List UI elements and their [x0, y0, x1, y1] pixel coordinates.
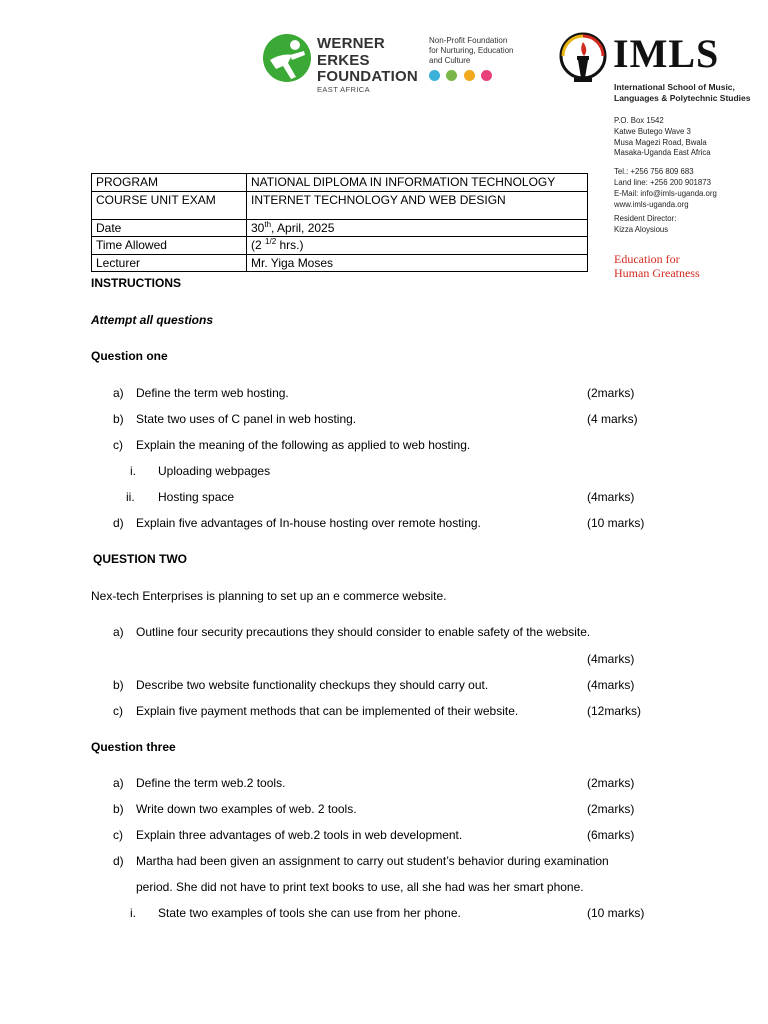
sub-item-number: i. — [130, 464, 136, 478]
lecturer-value: Mr. Yiga Moses — [247, 254, 588, 272]
motto-line: Human Greatness — [614, 266, 700, 280]
item-number: c) — [113, 704, 123, 718]
question-text: Explain three advantages of web.2 tools in web development. — [136, 828, 463, 842]
foundation-tagline-line: and Culture — [429, 56, 471, 65]
sub-item-number: i. — [130, 906, 136, 920]
item-number: a) — [113, 625, 124, 639]
item-number: c) — [113, 828, 123, 842]
school-name-line: International School of Music, — [614, 82, 735, 92]
exam-info-table — [91, 173, 588, 272]
instructions-text: Attempt all questions — [91, 313, 214, 327]
contact-email[interactable]: E-Mail: info@imls-uganda.org — [614, 188, 717, 198]
werner-erkes-foundation-logo — [262, 33, 422, 97]
activity-dot-icon — [446, 70, 457, 81]
item-number: a) — [113, 776, 124, 790]
item-number: d) — [113, 854, 124, 868]
question-marks: (4marks) — [587, 490, 635, 504]
question-marks: (2marks) — [587, 386, 635, 400]
course-unit-value: INTERNET TECHNOLOGY AND WEB DESIGN — [247, 191, 588, 219]
table-row — [92, 219, 588, 237]
activity-dot-icon — [464, 70, 475, 81]
question-text: Write down two examples of web. 2 tools. — [136, 802, 357, 816]
question-text-continued: period. She did not have to print text books to use, all she had was her smart phone. — [136, 880, 584, 894]
school-name-line: Languages & Polytechnic Studies — [614, 93, 751, 103]
contact-line: Land line: +256 200 901873 — [614, 177, 711, 187]
question-text: Outline four security precautions they should consider to enable safety of the website. — [136, 625, 591, 639]
item-number: d) — [113, 516, 124, 530]
table-row — [92, 254, 588, 272]
contact-line: Tel.: +256 756 809 683 — [614, 167, 694, 177]
question-three-title: Question three — [91, 740, 176, 754]
question-marks: (6marks) — [587, 828, 635, 842]
date-suffix: th — [264, 219, 272, 229]
date-rest: , April, 2025 — [271, 220, 335, 235]
question-text: State two uses of C panel in web hosting. — [136, 412, 357, 426]
foundation-activity-icons — [429, 68, 494, 82]
foundation-tagline-line: Non-Profit Foundation — [429, 36, 508, 45]
question-marks: (4 marks) — [587, 412, 638, 426]
question-two-title: QUESTION TWO — [93, 552, 187, 566]
question-text: Explain five advantages of In-house hosting over remote hosting. — [136, 516, 481, 530]
sub-item-number: ii. — [126, 490, 135, 504]
foundation-tagline-line: for Nurturing, Education — [429, 46, 514, 55]
table-row — [92, 237, 588, 255]
contact-spacer — [614, 159, 717, 167]
instructions-heading: INSTRUCTIONS — [91, 276, 181, 290]
question-one-title: Question one — [91, 349, 168, 363]
foundation-emblem-icon — [262, 33, 312, 83]
question-marks: (4marks) — [587, 678, 635, 692]
question-text: Martha had been given an assignment to carry out student’s behavior during examination — [136, 854, 609, 868]
contact-line: P.O. Box 1542 — [614, 116, 664, 125]
time-open: (2 — [251, 238, 266, 252]
item-number: b) — [113, 802, 124, 816]
school-full-name — [614, 82, 751, 104]
item-number: b) — [113, 412, 124, 426]
contact-line: Musa Magezi Road, Bwala — [614, 137, 707, 147]
item-number: b) — [113, 678, 124, 692]
motto-line: Education for — [614, 252, 680, 266]
time-fraction: 1/2 — [265, 237, 277, 246]
contact-line: Resident Director: — [614, 214, 677, 224]
question-marks: (4marks) — [587, 652, 635, 666]
contact-line: Masaka-Uganda East Africa — [614, 148, 711, 158]
date-value — [247, 219, 588, 237]
foundation-region: EAST AFRICA — [317, 85, 371, 94]
question-text: Describe two website functionality checkups they should carry out. — [136, 678, 489, 692]
activity-dot-icon — [429, 70, 440, 81]
question-marks: (10 marks) — [587, 906, 645, 920]
course-unit-label: COURSE UNIT EXAM — [92, 191, 247, 219]
time-allowed-value — [247, 237, 588, 255]
question-text: Explain the meaning of the following as applied to web hosting. — [136, 438, 471, 452]
foundation-tagline — [429, 36, 539, 66]
school-motto — [614, 252, 700, 280]
question-text: Uploading webpages — [158, 464, 271, 478]
time-close: hrs.) — [276, 238, 304, 252]
question-text: Hosting space — [158, 490, 235, 504]
question-text: Define the term web.2 tools. — [136, 776, 286, 790]
program-value: NATIONAL DIPLOMA IN INFORMATION TECHNOLOGY — [247, 174, 588, 192]
table-row — [92, 191, 588, 219]
date-day: 30 — [251, 220, 265, 235]
question-text: Explain five payment methods that can be implemented of their website. — [136, 704, 519, 718]
contact-line: Katwe Butego Wave 3 — [614, 126, 691, 136]
school-acronym: IMLS — [613, 31, 720, 76]
foundation-name-line-1: WERNER — [317, 35, 385, 52]
contact-website[interactable]: www.imls-uganda.org — [614, 199, 689, 209]
contact-line: Kizza Aloysious — [614, 225, 669, 235]
torch-emblem-icon — [557, 32, 609, 88]
question-marks: (2marks) — [587, 776, 635, 790]
question-text: Define the term web hosting. — [136, 386, 289, 400]
question-two-intro: Nex-tech Enterprises is planning to set up an e commerce website. — [91, 589, 447, 603]
date-label: Date — [92, 219, 247, 237]
question-marks: (12marks) — [587, 704, 642, 718]
question-marks: (10 marks) — [587, 516, 645, 530]
time-allowed-label: Time Allowed — [92, 237, 247, 255]
item-number: a) — [113, 386, 124, 400]
foundation-name-line-3: FOUNDATION — [317, 68, 418, 85]
item-number: c) — [113, 438, 123, 452]
program-label: PROGRAM — [92, 174, 247, 192]
question-text: State two examples of tools she can use from her phone. — [158, 906, 461, 920]
activity-dot-icon — [481, 70, 492, 81]
lecturer-label: Lecturer — [92, 254, 247, 272]
school-contact-block — [614, 116, 717, 236]
foundation-name-line-2: ERKES — [317, 52, 370, 69]
question-marks: (2marks) — [587, 802, 635, 816]
table-row — [92, 174, 588, 192]
